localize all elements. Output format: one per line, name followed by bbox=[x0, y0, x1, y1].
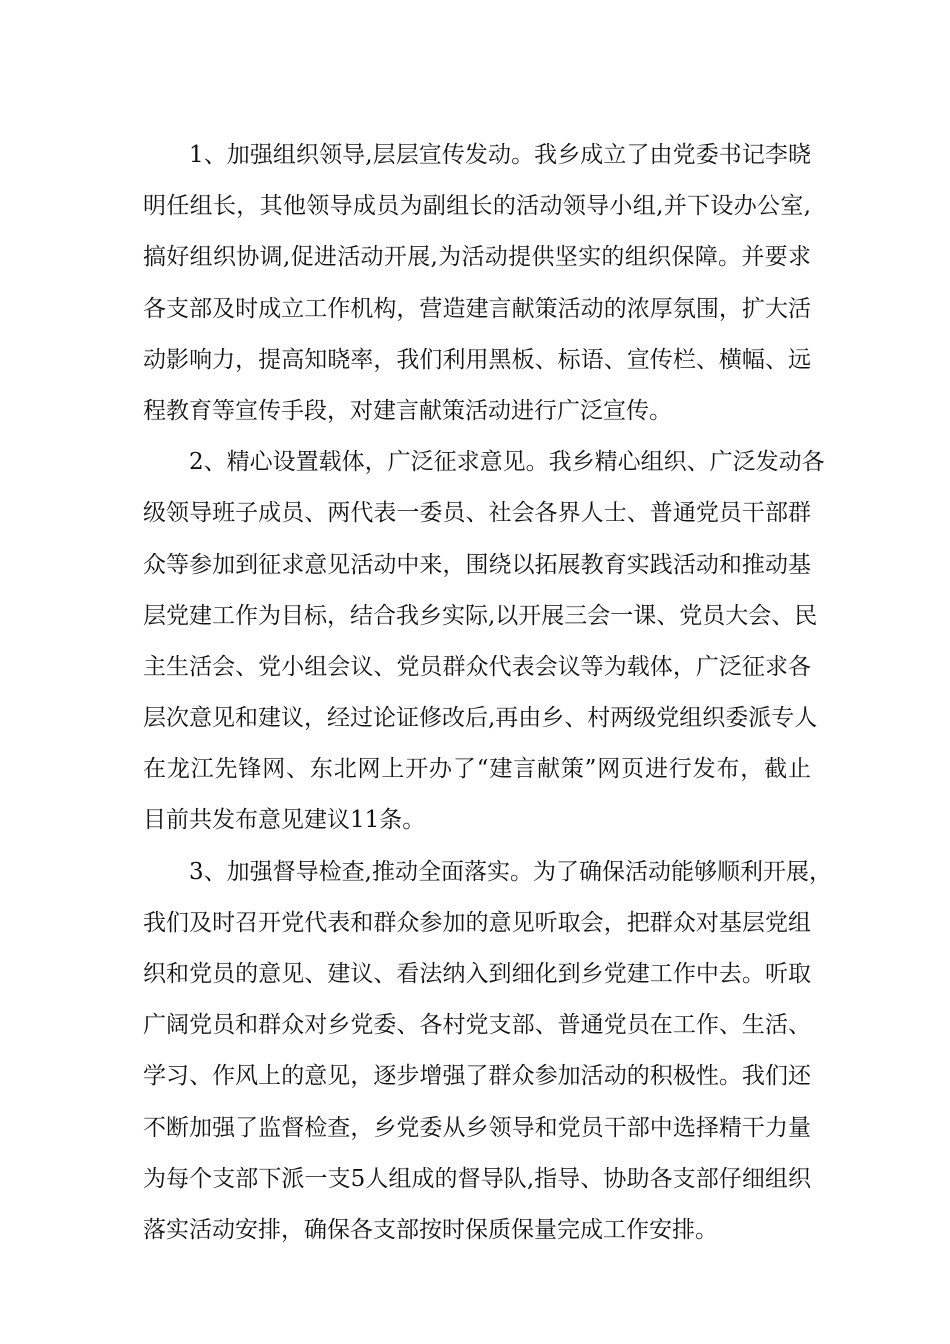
paragraph-line: 织和党员的意见、建议、看法纳入到细化到乡党建工作中去。听取 bbox=[143, 961, 811, 987]
document-body bbox=[143, 130, 832, 1256]
paragraph-line: 明任组长，其他领导成员为副组长的活动领导小组,并下设办公室, bbox=[143, 193, 811, 220]
paragraph-line: 层党建工作为目标，结合我乡实际,以开展三会一课、党员大会、民 bbox=[143, 602, 818, 629]
paragraph-line: 程教育等宣传手段，对建言献策活动进行广泛宣传。 bbox=[143, 397, 672, 424]
paragraph-line: 落实活动安排，确保各支部按时保质保量完成工作安排。 bbox=[143, 1216, 718, 1243]
paragraph-line: 动影响力，提高知晓率，我们利用黑板、标语、宣传栏、横幅、远 bbox=[143, 346, 811, 373]
paragraph-line: 众等参加到征求意见活动中来，围绕以拓展教育实践活动和推动基 bbox=[143, 551, 811, 578]
paragraph-line: 学习、作风上的意见，逐步增强了群众参加活动的积极性。我们还 bbox=[143, 1063, 811, 1090]
paragraph-line: 广阔党员和群众对乡党委、各村党支部、普通党员在工作、生活、 bbox=[143, 1012, 811, 1039]
paragraph-line: 层次意见和建议，经过论证修改后,再由乡、村两级党组织委派专人 bbox=[143, 705, 818, 732]
paragraph-line: 不断加强了监督检查，乡党委从乡领导和党员干部中选择精干力量 bbox=[143, 1114, 811, 1141]
paragraph-line: 2、精心设置载体，广泛征求意见。我乡精心组织、广泛发动各 bbox=[189, 449, 825, 476]
paragraph-2 bbox=[143, 437, 825, 847]
paragraph-line: 搞好组织协调,促进活动开展,为活动提供坚实的组织保障。并要求 bbox=[143, 244, 811, 271]
paragraph-line: 3、加强督导检查,推动全面落实。为了确保活动能够顺利开展， bbox=[189, 858, 832, 885]
paragraph-line: 主生活会、党小组会议、党员群众代表会议等为载体，广泛征求各 bbox=[143, 653, 811, 680]
paragraph-line: 我们及时召开党代表和群众参加的意见听取会，把群众对基层党组 bbox=[143, 909, 811, 936]
paragraph-line: 各支部及时成立工作机构，营造建言献策活动的浓厚氛围，扩大活 bbox=[143, 295, 811, 322]
paragraph-1 bbox=[143, 130, 811, 437]
paragraph-line: 目前共发布意见建议11条。 bbox=[143, 807, 426, 834]
paragraph-3 bbox=[143, 847, 832, 1257]
paragraph-line: 1、加强组织领导,层层宣传发动。我乡成立了由党委书记李晓 bbox=[189, 142, 811, 168]
paragraph-line: 级领导班子成员、两代表一委员、社会各界人士、普通党员干部群 bbox=[143, 500, 811, 527]
paragraph-line: 为每个支部下派一支5人组成的督导队,指导、协助各支部仔细组织 bbox=[143, 1165, 811, 1192]
paragraph-line: 在龙江先锋网、东北网上开办了“建言献策”网页进行发布，截止 bbox=[143, 756, 811, 783]
